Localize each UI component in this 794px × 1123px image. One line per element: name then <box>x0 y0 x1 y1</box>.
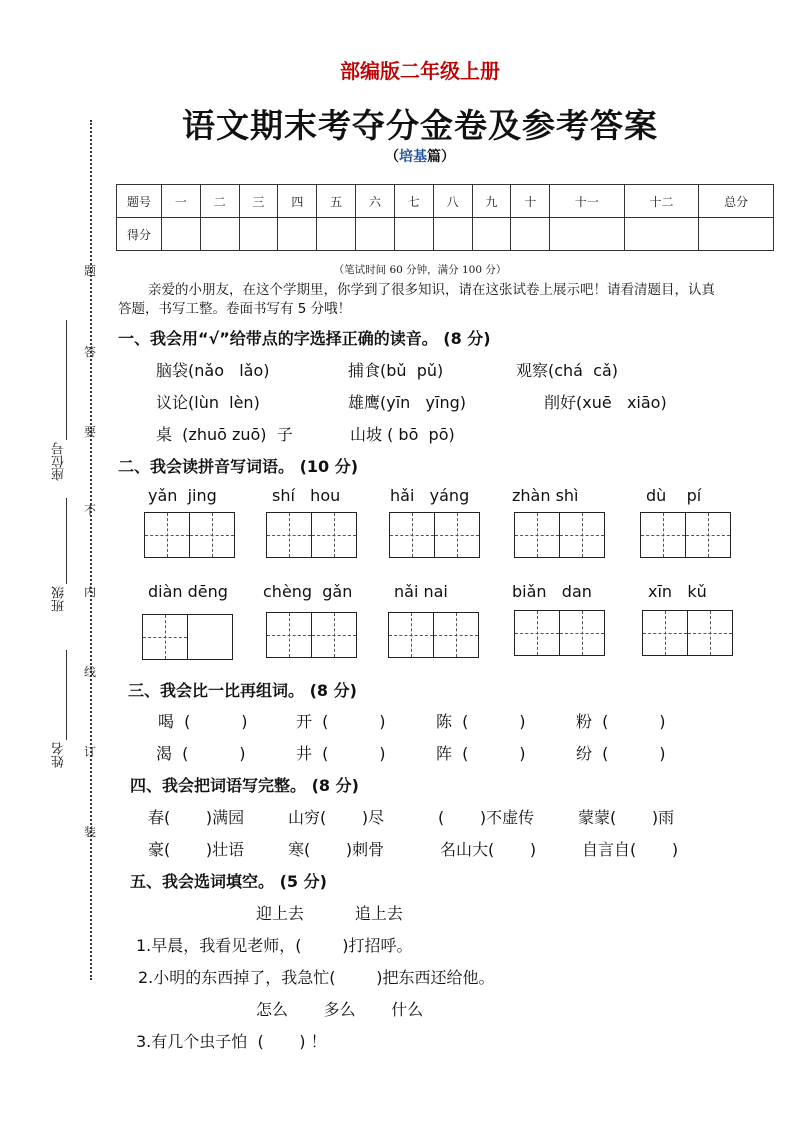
score-header-row <box>117 185 774 218</box>
intro-text: 亲爱的小朋友，在这个学期里，你学到了很多知识，请在这张试卷上展示吧！请看清题目，认真答题，书写工整。卷面书写有 5 分哦！ <box>118 282 715 317</box>
score-header-cell: 一 <box>162 185 201 218</box>
pinyin-label: yǎn jing <box>148 486 217 505</box>
idiom-item[interactable]: 豪( )壮语 <box>148 840 245 859</box>
grid-cell[interactable] <box>311 513 356 557</box>
word-choices: 迎上去 追上去 <box>256 904 403 923</box>
fill-question[interactable]: 1.早晨，我看见老师，( )打招呼。 <box>136 936 413 955</box>
pinyin-label: zhàn shì <box>512 486 579 505</box>
word-pair-item[interactable]: 纷 ( ) <box>576 744 666 763</box>
grid-cell[interactable] <box>311 613 356 657</box>
grid-cell[interactable] <box>145 513 189 557</box>
writing-grid[interactable] <box>389 512 480 558</box>
score-cell[interactable] <box>162 218 201 251</box>
binding-dotted-line <box>90 120 92 980</box>
score-header-cell: 三 <box>239 185 278 218</box>
grid-cell[interactable] <box>189 513 234 557</box>
section-3-title: 三、我会比一比再组词。 (8 分) <box>128 681 357 700</box>
score-header-cell: 六 <box>356 185 395 218</box>
side-word: 不 <box>84 503 97 517</box>
subtitle <box>0 146 794 166</box>
score-cell[interactable] <box>317 218 356 251</box>
grid-cell[interactable] <box>687 611 732 655</box>
grid-cell[interactable] <box>515 611 559 655</box>
writing-grid[interactable] <box>514 610 605 656</box>
side-word: 答 <box>84 345 97 359</box>
word-pair-item[interactable]: 渴 ( ) <box>156 744 246 763</box>
name-line <box>66 650 67 740</box>
grid-cell[interactable] <box>389 613 433 657</box>
grid-cell[interactable] <box>559 513 604 557</box>
word-pair-item[interactable]: 开 ( ) <box>296 712 386 731</box>
score-header-cell: 总分 <box>699 185 774 218</box>
reading-item[interactable]: 山坡 ( bō pō) <box>350 425 455 444</box>
score-header-cell: 十一 <box>550 185 625 218</box>
section-1-title: 一、我会用“√”给带点的字选择正确的读音。 (8 分) <box>118 329 491 348</box>
pinyin-label: xīn kǔ <box>648 582 707 601</box>
idiom-item[interactable]: 寒( )刺骨 <box>288 840 385 859</box>
class-line <box>66 498 67 584</box>
word-pair-item[interactable]: 喝 ( ) <box>158 712 248 731</box>
reading-item[interactable]: 观察(chá cǎ) <box>516 361 619 380</box>
side-word: 要 <box>84 425 97 439</box>
score-cell[interactable] <box>394 218 433 251</box>
grid-cell[interactable] <box>267 613 311 657</box>
word-pair-item[interactable]: 粉 ( ) <box>576 712 666 731</box>
class-label: 班级 <box>52 586 67 612</box>
idiom-item[interactable]: 自言自( ) <box>582 840 679 859</box>
reading-item[interactable]: 议论(lùn lèn) <box>156 393 260 412</box>
idiom-item[interactable]: 蒙蒙( )雨 <box>578 808 675 827</box>
side-word: 订 <box>84 745 97 759</box>
writing-grid[interactable] <box>266 612 357 658</box>
side-word: 内 <box>84 585 97 599</box>
writing-grid[interactable] <box>642 610 733 656</box>
grid-cell[interactable] <box>433 613 478 657</box>
score-header-cell: 题号 <box>117 185 162 218</box>
time-note: （笔试时间 60 分钟，满分 100 分） <box>333 264 507 276</box>
word-pair-item[interactable]: 井 ( ) <box>296 744 386 763</box>
score-cell[interactable] <box>200 218 239 251</box>
pinyin-label: dù pí <box>646 486 702 505</box>
section-5-title: 五、我会选词填空。 (5 分) <box>130 872 327 891</box>
score-header-cell: 七 <box>394 185 433 218</box>
page-title: 语文期末考夺分金卷及参考答案 <box>182 106 658 145</box>
score-cell[interactable] <box>624 218 699 251</box>
score-header-cell: 九 <box>472 185 511 218</box>
score-value-row <box>117 218 774 251</box>
pinyin-label: biǎn dan <box>512 582 592 601</box>
grid-cell[interactable] <box>559 611 604 655</box>
score-cell[interactable] <box>433 218 472 251</box>
score-table <box>116 184 774 251</box>
idiom-item[interactable]: 山穷( )尽 <box>288 808 385 827</box>
reading-item[interactable]: 桌 (zhuō zuō) 子 <box>156 425 293 444</box>
edition-label: 部编版二年级上册 <box>340 59 500 83</box>
pinyin-label: chèng gǎn <box>263 582 353 601</box>
pinyin-label: nǎi nai <box>394 582 448 601</box>
writing-grid[interactable] <box>266 512 357 558</box>
grid-cell[interactable] <box>390 513 434 557</box>
side-word: 线 <box>84 665 97 679</box>
subtitle-rest: 篇） <box>427 149 455 165</box>
grid-cell[interactable] <box>515 513 559 557</box>
score-header-cell: 十 <box>511 185 550 218</box>
grid-cell[interactable] <box>143 615 187 659</box>
seat-line <box>66 320 67 440</box>
word-pair-item[interactable]: 阵 ( ) <box>436 744 526 763</box>
subtitle-highlight: 培基 <box>399 149 427 165</box>
reading-item[interactable]: 捕食(bǔ pǔ) <box>348 361 444 380</box>
section-2-title: 二、我会读拼音写词语。 (10 分) <box>118 457 359 476</box>
score-cell[interactable] <box>239 218 278 251</box>
score-cell[interactable] <box>550 218 625 251</box>
score-cell[interactable] <box>472 218 511 251</box>
writing-grid[interactable] <box>640 512 731 558</box>
word-choices: 怎么 多么 什么 <box>256 1000 424 1019</box>
score-header-cell: 十二 <box>624 185 699 218</box>
idiom-item[interactable]: 春( )满园 <box>148 808 245 827</box>
reading-item[interactable]: 脑袋(nǎo lǎo) <box>156 361 270 380</box>
pinyin-label: diàn dēng <box>148 582 228 601</box>
pinyin-label: hǎi yáng <box>390 486 470 505</box>
name-label: 姓名 <box>52 742 67 768</box>
grid-cell[interactable] <box>434 513 479 557</box>
writing-grid[interactable] <box>144 512 235 558</box>
score-header-cell: 二 <box>200 185 239 218</box>
grid-cell[interactable] <box>187 615 232 659</box>
word-pair-item[interactable]: 陈 ( ) <box>436 712 526 731</box>
fill-question[interactable]: 2.小明的东西掉了，我急忙( )把东西还给他。 <box>138 968 495 987</box>
score-header-cell: 五 <box>317 185 356 218</box>
reading-item[interactable]: 雄鹰(yīn yīng) <box>348 393 467 412</box>
grid-cell[interactable] <box>267 513 311 557</box>
score-cell[interactable] <box>278 218 317 251</box>
reading-item[interactable]: 削好(xuē xiāo) <box>544 393 667 412</box>
writing-grid[interactable] <box>142 614 233 660</box>
score-cell[interactable] <box>699 218 774 251</box>
seat-label: 座位号 <box>52 442 67 481</box>
side-word: 装 <box>84 825 97 839</box>
subtitle-open: （ <box>385 149 399 165</box>
grid-cell[interactable] <box>685 513 730 557</box>
score-cell[interactable] <box>511 218 550 251</box>
grid-cell[interactable] <box>643 611 687 655</box>
score-header-cell: 四 <box>278 185 317 218</box>
idiom-item[interactable]: 名山大( ) <box>440 840 537 859</box>
score-row-label: 得分 <box>117 218 162 251</box>
grid-cell[interactable] <box>641 513 685 557</box>
pinyin-label: shí hou <box>272 486 341 505</box>
writing-grid[interactable] <box>388 612 479 658</box>
score-header-cell: 八 <box>433 185 472 218</box>
section-4-title: 四、我会把词语写完整。 (8 分) <box>130 776 359 795</box>
score-cell[interactable] <box>356 218 395 251</box>
side-word: 题 <box>84 264 97 278</box>
fill-question[interactable]: 3.有几个虫子怕 ( ) ！ <box>136 1032 327 1051</box>
idiom-item[interactable]: ( )不虚传 <box>438 808 535 827</box>
writing-grid[interactable] <box>514 512 605 558</box>
